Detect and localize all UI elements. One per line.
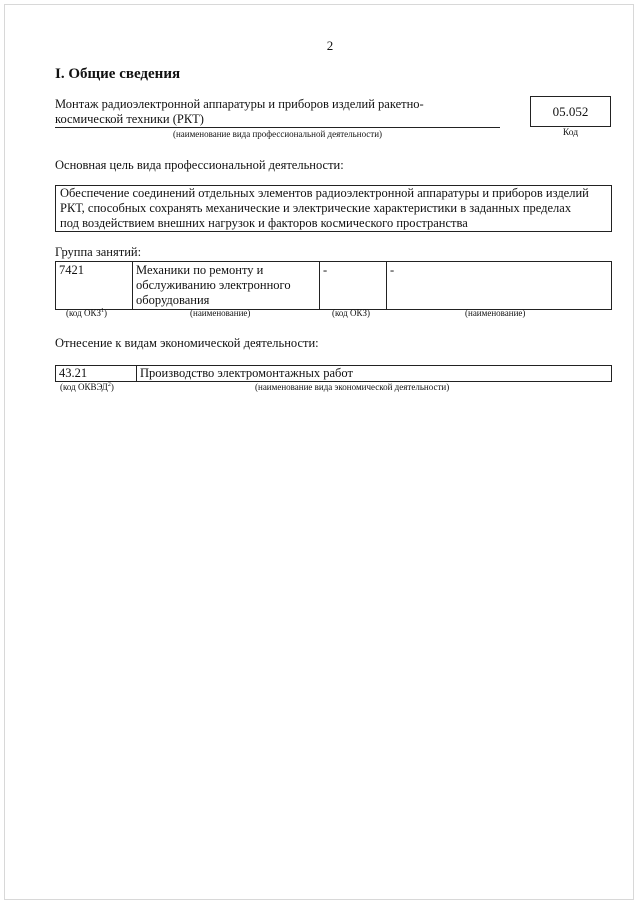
activity-code-label: Код [562,128,579,138]
okved-code-cell: 43.21 [56,366,137,382]
okz-name2-caption: (наименование) [465,308,526,318]
economic-row [56,366,612,382]
activity-name-line2: космической техники (РКТ) [55,112,204,126]
okz-code-caption: (код ОКЗ$^1$) [66,308,107,318]
okz-name-line3: оборудования [136,293,210,307]
purpose-label: Основная цель вида профессиональной деятельности: [55,158,344,172]
okved-code-caption: (код ОКВЭД$^2$) [60,382,114,392]
activity-name [55,97,460,127]
okz-code-cell: 7421 [56,262,133,310]
occupations-table [55,261,612,310]
activity-caption: (наименование вида профессиональной деятельности) [172,129,383,139]
okz-code2-caption: (код ОКЗ) [332,308,370,318]
okz-code2-cell: - [320,262,387,310]
okved-name-cell: Производство электромонтажных работ [137,366,612,382]
okz-name-caption: (наименование) [190,308,251,318]
purpose-line2: РКТ, способных сохранять механические и электрические характеристики в заданных пределах [60,201,572,215]
page-number: 2 [326,38,334,53]
okz-name-line2: обслуживанию электронного [136,278,291,292]
economic-label: Отнесение к видам экономической деятельности: [55,336,319,350]
section-title: I. Общие сведения [55,66,181,82]
okz-name-line1: Механики по ремонту и [136,263,264,277]
okz-name-cell [133,262,320,310]
okz-name2-cell: - [387,262,612,310]
activity-code-box: 05.052 [530,96,611,127]
purpose-line1: Обеспечение соединений отдельных элементов радиоэлектронной аппаратуры и приборов изделий [60,186,589,200]
activity-underline [55,127,500,128]
occupations-row [56,262,612,310]
purpose-box [55,185,612,232]
activity-name-line1: Монтаж радиоэлектронной аппаратуры и приборов изделий ракетно- [55,97,424,111]
occupations-label: Группа занятий: [55,245,142,259]
economic-table [55,365,612,382]
purpose-line3: под воздействием внешних нагрузок и факторов космического пространства [60,216,468,230]
okved-name-caption: (наименование вида экономической деятельности) [255,382,450,392]
